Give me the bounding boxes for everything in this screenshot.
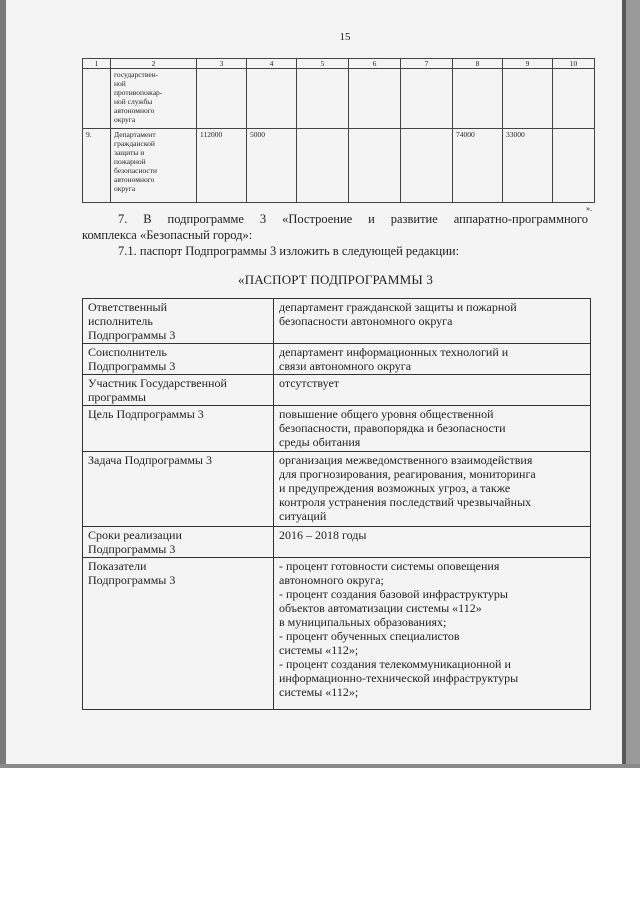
passport-row [83,452,591,527]
scan-edge-right [626,0,640,768]
table-header-cell: 5 [297,59,349,69]
table-header-cell: 9 [503,59,553,69]
table-cell [349,69,401,129]
table-cell: 112000 [197,129,247,203]
paragraph-7-1: 7.1. паспорт Подпрограммы 3 изложить в следующей редакции: [118,244,460,258]
paragraph-7-line-1: 7. В подпрограмме 3 «Построение и развитие аппаратно-программного [118,212,588,226]
table-cell [297,69,349,129]
passport-value: отсутствует [274,375,591,406]
table-cell [349,129,401,203]
table-header-cell: 3 [197,59,247,69]
passport-row [83,299,591,344]
table-cell [553,129,595,203]
passport-row [83,558,591,710]
page-number: 15 [339,31,351,43]
table-cell: Департамент гражданской защиты и пожарной безопасности автономного округа [111,129,197,203]
passport-value: 2016 – 2018 годы [274,527,591,558]
table-cell: государствен- ной противопожар- ной службы автономного округа [111,69,197,129]
scan-edge-left [0,0,6,768]
table-row [83,129,595,203]
passport-label: Соисполнитель Подпрограммы 3 [83,344,274,375]
passport-label: Сроки реализации Подпрограммы 3 [83,527,274,558]
table-cell [453,69,503,129]
passport-row [83,527,591,558]
passport-row [83,375,591,406]
table-cell [247,69,297,129]
table-cell [401,129,453,203]
passport-row [83,344,591,375]
passport-label: Показатели Подпрограммы 3 [83,558,274,710]
table-header-cell: 6 [349,59,401,69]
passport-value: - процент готовности системы оповещения автономного округа; - процент создания базовой инфраструктуры объектов автоматизации системы «112» в муниципальных образованиях; - процент обученных специалистов системы «112»; - процент создания телекоммуникационной и информационно-технической инфраструктуры системы «112»; [274,558,591,710]
table-cell [401,69,453,129]
table-row [83,69,595,129]
table-cell [297,129,349,203]
passport-value: повышение общего уровня общественной безопасности, правопорядка и безопасности среды обитания [274,406,591,452]
table-header-cell: 8 [453,59,503,69]
table-header-cell: 2 [111,59,197,69]
passport-value: организация межведомственного взаимодействия для прогнозирования, реагирования, мониторинга и предупреждения возможных угроз, а также контроля устранения последствий чрезвычайных ситуаций [274,452,591,527]
passport-label: Ответственный исполнитель Подпрограммы 3 [83,299,274,344]
passport-table [82,298,591,710]
table-cell [197,69,247,129]
passport-label: Цель Подпрограммы 3 [83,406,274,452]
passport-label: Участник Государственной программы [83,375,274,406]
passport-row [83,406,591,452]
funding-table [82,58,595,203]
table-cell: 5000 [247,129,297,203]
table-header-cell: 4 [247,59,297,69]
table-header-cell: 7 [401,59,453,69]
scan-edge-bottom [0,764,640,768]
passport-title: «ПАСПОРТ ПОДПРОГРАММЫ 3 [238,272,434,287]
table-header-cell: 1 [83,59,111,69]
table-cell: 33000 [503,129,553,203]
table-cell: 74000 [453,129,503,203]
table-cell [503,69,553,129]
table-cell [83,69,111,129]
passport-value: департамент информационных технологий и связи автономного округа [274,344,591,375]
passport-label: Задача Подпрограммы 3 [83,452,274,527]
table-header-cell: 10 [553,59,595,69]
table-cell [553,69,595,129]
table-closing-quote: ». [586,204,592,213]
table-cell: 9. [83,129,111,203]
table-header-row [83,59,595,69]
paragraph-7-line-2: комплекса «Безопасный город»: [82,228,253,242]
passport-value: департамент гражданской защиты и пожарной безопасности автономного округа [274,299,591,344]
